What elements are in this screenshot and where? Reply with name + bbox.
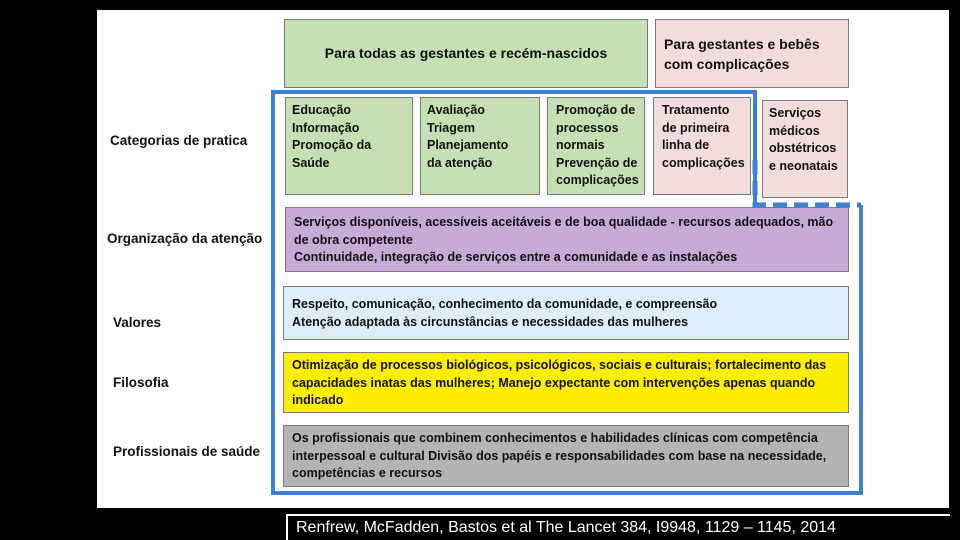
philosophy-box [283,352,849,413]
header-all-women [284,19,648,88]
header-complications [655,19,849,88]
category-first-line-treatment: Tratamento de primeira linha de complicações [653,97,751,195]
organization-line1: Serviços disponíveis, acessíveis aceitáveis e de boa qualidade - recursos adequados, mão de obra competente [294,215,834,247]
label-professionals: Profissionais de saúde [113,444,261,459]
label-categories: Categorias de pratica [110,133,248,148]
category-education: Educação Informação Promoção da Saúde [285,97,413,195]
philosophy-text: Otimização de processos biológicos, psicológicos, sociais e culturais; fortalecimento das capacidades inatas das mulheres; Manejo expectante com intervenções apenas quando indicado [292,358,827,407]
header-all-women-text: Para todas as gestantes e recém-nascidos [324,44,608,61]
professionals-text: Os profissionais que combinem conhecimentos e habilidades clínicas com competência interpessoal e cultural Divisão dos papéis e responsabilidades com base na necessidade, competências e recursos [292,431,827,480]
citation: Renfrew, McFadden, Bastos et al The Lancet 384, I9948, 1129 – 1145, 2014 [286,514,950,540]
category-medical-services: Serviços médicos obstétricos e neonatais [762,100,848,198]
values-line1: Respeito, comunicação, conhecimento da comunidade, e compreensão [292,297,718,311]
category-normal-processes: Promoção de processos normais Prevenção de complicações [547,97,645,195]
label-values: Valores [113,315,162,330]
category-assessment: Avaliação Triagem Planejamento da atenção [420,97,540,195]
label-organization: Organização da atenção [107,231,263,246]
values-box [283,286,849,340]
professionals-box [283,425,849,487]
header-complications-text: Para gestantes e bebês com complicações [664,35,820,72]
organization-line2: Continuidade, integração de serviços entre a comunidade e as instalações [294,250,738,264]
organization-box [285,207,849,272]
values-line2: Atenção adaptada às circunstâncias e necessidades das mulheres [292,314,689,329]
label-philosophy: Filosofia [113,375,169,390]
